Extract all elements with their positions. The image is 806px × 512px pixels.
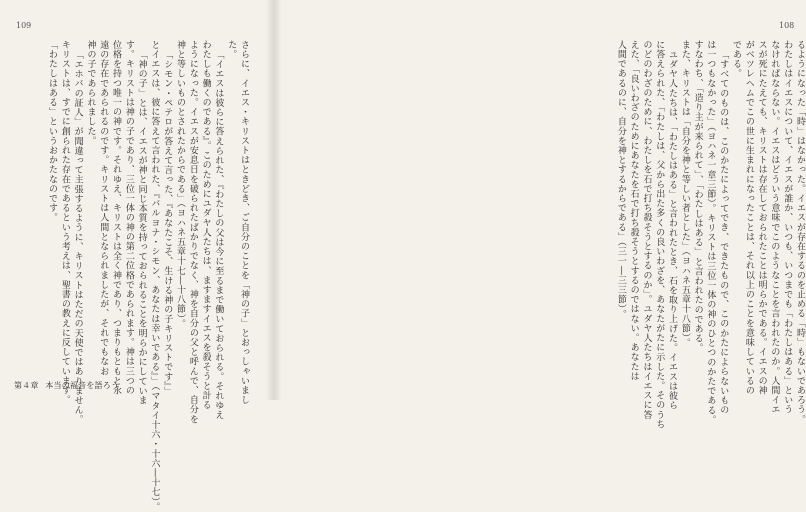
text-line: また、キリストは「自分を神と等しい者とした」（ヨハネ五章十八節）。	[679, 40, 690, 348]
text-line: である。	[731, 40, 742, 79]
text-line: た。	[226, 40, 237, 60]
book-gutter-shadow	[266, 0, 282, 400]
text-line: えた、「良いわざのためにあなたを石で打ち殺そうとするのではない。あなたは	[628, 40, 639, 382]
text-line: がベツレヘムでこの世に生まれになったことは、それ以上のことを意味しているの	[743, 40, 754, 396]
right-page-number: 108	[779, 21, 795, 30]
text-line: 「シモン・ペテロが答えて言った、『あなたこそ、生ける神の子キリストです』」	[162, 50, 173, 397]
left-page	[0, 0, 274, 512]
text-line: わたしも働くのである』。このためにユダヤ人たちは、ますますイエスを殺そうと計る	[200, 40, 211, 410]
text-line: キリストは、すでに創られた存在であるという考えは、聖書の教えに反しています。	[59, 40, 70, 405]
text-line: は一つもなかった」（ヨハネ一章三節）。キリストは三位一体の神のひとつのかたである。	[705, 40, 716, 425]
text-line: 神の子であられました。	[85, 40, 96, 146]
text-line: とイエスは、彼に答えて言われた、『バルヨナ・シモン、あなたは幸いである』」（マタイ十六・十六―十七）。	[149, 40, 160, 512]
text-line: 「わたしはある」というおかたなのです。	[47, 40, 58, 223]
text-line: のどのわざのために、わたしを石で打ち殺そうとするのか」。ユダヤ人たちはイエスに答	[641, 40, 652, 420]
text-line: なければならない。イエスはどういう意味でこのようなことを言われたのか。人間イエ	[769, 40, 780, 415]
right-page	[274, 0, 805, 430]
text-line: ようになった。イエスが安息日を破られたばかりでなく、神を自分の父と呼んで、自分を	[187, 40, 198, 424]
text-line: 「すべてのものは、このかたによってでき、できたもので、このかたによらないもの	[718, 50, 729, 415]
text-line: に答えられた、「わたしは、父から出た多くの良いわざを、あなたがたに示した。そのうち	[654, 40, 665, 430]
text-line: すなわち、「造り主が来られて」、「わたしはある」と言われたのである。	[692, 40, 703, 353]
text-line: す。キリストは神の子であり、三位一体の神の第二位格であられます。神は三つの	[123, 40, 134, 396]
text-line: 位格を持つ唯一の神です。それゆえ、キリストは全く神であり、つまりもともと永	[111, 40, 122, 396]
text-line: ユダヤ人たちは、「わたしはある」と言われたとき、石を取り上げた。イエスは彼ら	[667, 50, 678, 411]
footer-chapter: 第４章	[14, 381, 39, 390]
text-line: わたしはイエスについて、イエスが誰か、いつも、いつまでも「わたしはある」という	[782, 40, 793, 415]
running-footer	[14, 380, 119, 391]
right-page-text	[570, 40, 806, 430]
text-line: さらに、イエス・キリストはときどき、ご自分のことを「神の子」とおっしゃいまし	[239, 40, 249, 405]
text-line: 遠の存在であられるのです。キリストは人間となられましたが、それでもなお	[98, 40, 109, 376]
text-line: 「イエスは彼らに答えられた、『わたしの父は今に至るまで働いておられる。それゆえ	[213, 50, 224, 420]
text-line: 「エホバの証人」が聞違って主張するように、キリストはただの天使ではありません。	[72, 50, 83, 425]
left-page-number: 109	[16, 21, 32, 30]
text-line: るようになった「時」はなかった。イエスが存在するのを止める「時」もないであろう。	[795, 40, 805, 424]
text-line: 人間であるのに、自分を神とするからである」（三一―三三節）。	[615, 40, 626, 319]
text-line: スが死にたえても、キリストは存在しておられたことは明らかである。イエスの神	[756, 40, 767, 396]
text-line: 神と等しいものとされたからである」（ヨハネ五章十七―十八節）。	[175, 40, 186, 329]
text-line: 「神の子」とは、イエスが神と同じ本質を持っておられることを明らかにしていま	[136, 50, 147, 406]
footer-title: 本当の福音を語ろう	[45, 381, 120, 390]
